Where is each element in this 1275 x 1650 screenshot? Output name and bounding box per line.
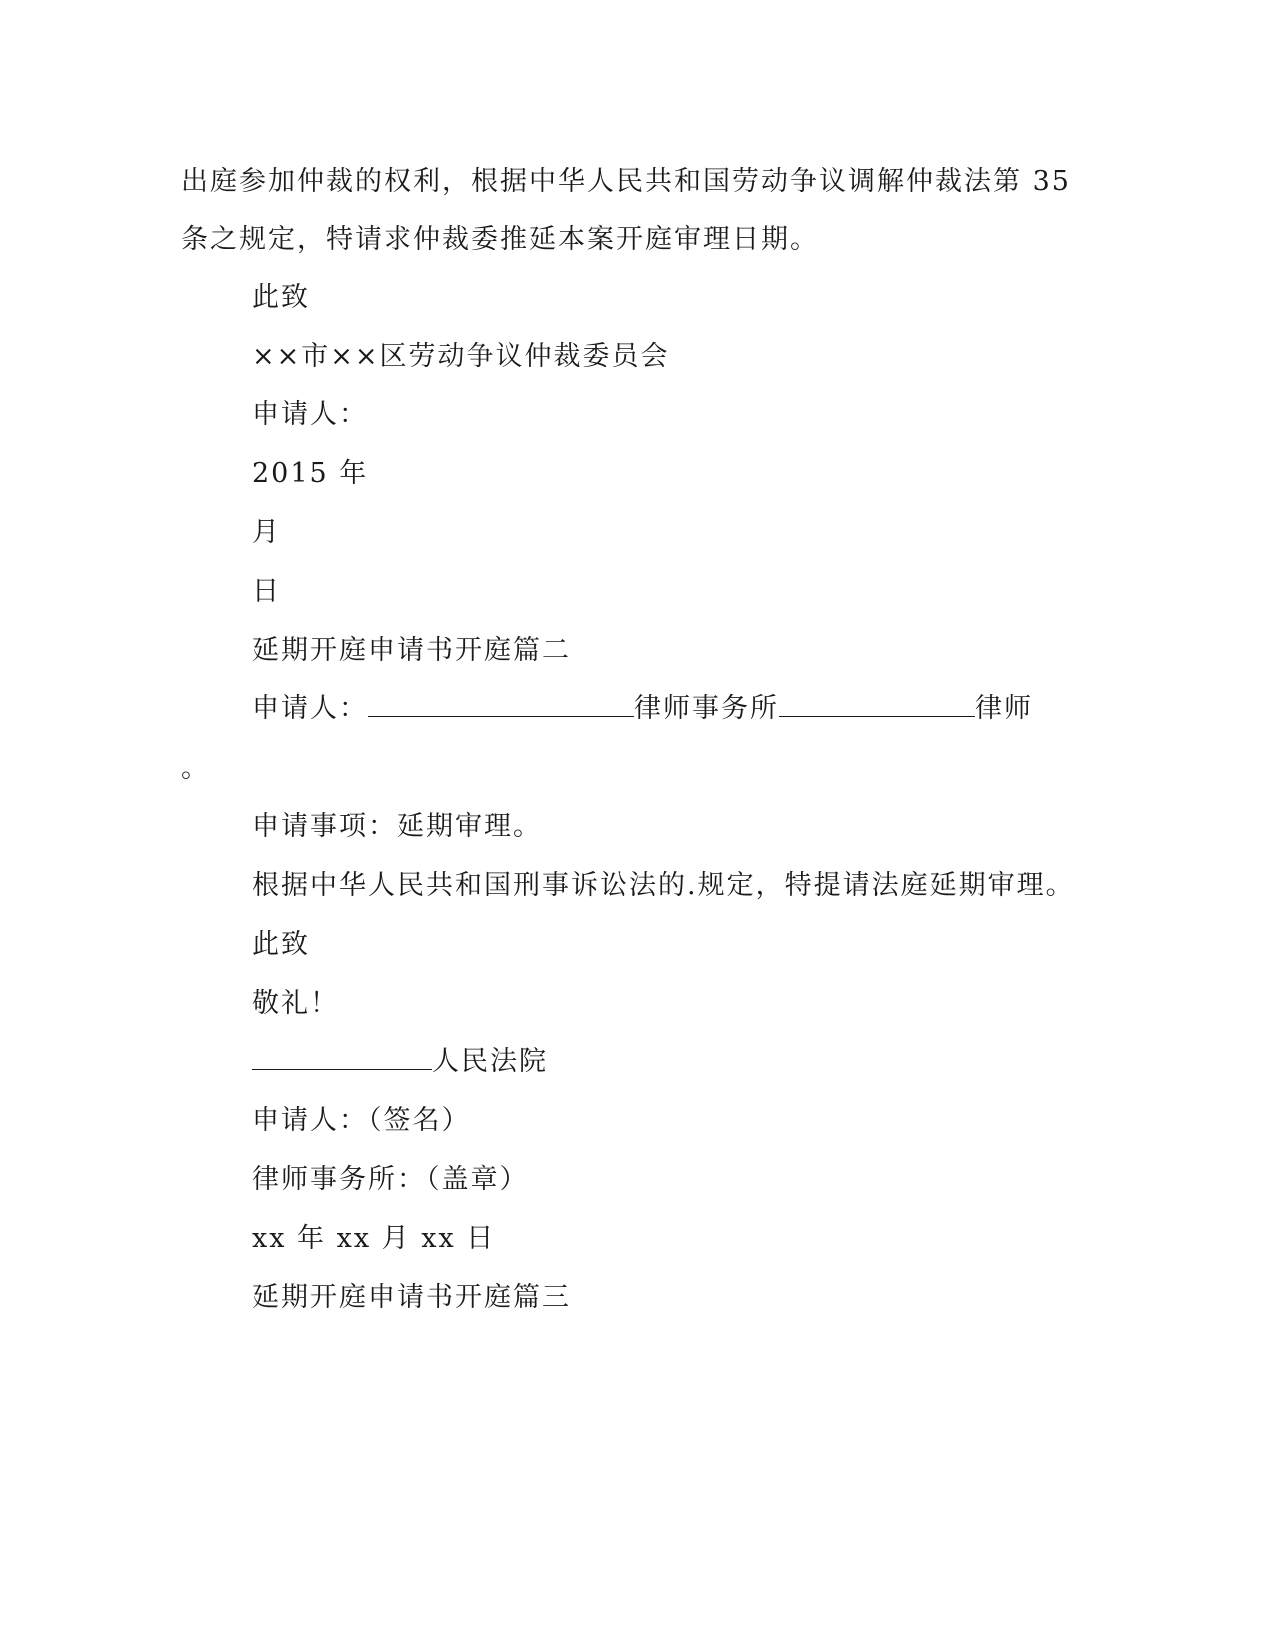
applicant-line (252, 692, 1033, 726)
legal-basis: 根据中华人民共和国刑事诉讼法的.规定，特提请法庭延期审理。 (252, 870, 1075, 901)
date-placeholder: xx 年 xx 月 xx 日 (252, 1223, 496, 1254)
applicant-line-suffix: 律师 (975, 693, 1033, 724)
applicant-line-prefix: 申请人： (252, 693, 368, 724)
court-line (252, 1045, 548, 1079)
salutation-2: 此致 (252, 929, 310, 960)
request-item: 申请事项：延期审理。 (252, 811, 542, 842)
applicant-line-middle: 律师事务所 (634, 693, 779, 724)
section-three-title: 延期开庭申请书开庭篇三 (252, 1282, 571, 1313)
applicant-1: 申请人： (252, 399, 368, 430)
salutation-1: 此致 (252, 282, 310, 313)
paragraph-line-1: 出庭参加仲裁的权利，根据中华人民共和国劳动争议调解仲裁法第 35 (181, 166, 1071, 197)
court-suffix: 人民法院 (432, 1046, 548, 1077)
applicant-line-end: 。 (181, 753, 210, 784)
regards: 敬礼！ (252, 988, 339, 1019)
paragraph-line-2: 条之规定，特请求仲裁委推延本案开庭审理日期。 (181, 224, 819, 255)
lawyer-name-blank (779, 692, 975, 717)
recipient-1: ××市××区劳动争议仲裁委员会 (252, 341, 670, 372)
date-month: 月 (252, 517, 281, 548)
date-day: 日 (252, 576, 281, 607)
applicant-sign: 申请人：（签名） (252, 1105, 471, 1136)
date-year: 2015 年 (252, 458, 369, 489)
court-name-blank (252, 1045, 432, 1070)
law-firm-seal: 律师事务所：（盖章） (252, 1164, 529, 1195)
section-two-title: 延期开庭申请书开庭篇二 (252, 635, 571, 666)
applicant-name-blank (368, 692, 634, 717)
